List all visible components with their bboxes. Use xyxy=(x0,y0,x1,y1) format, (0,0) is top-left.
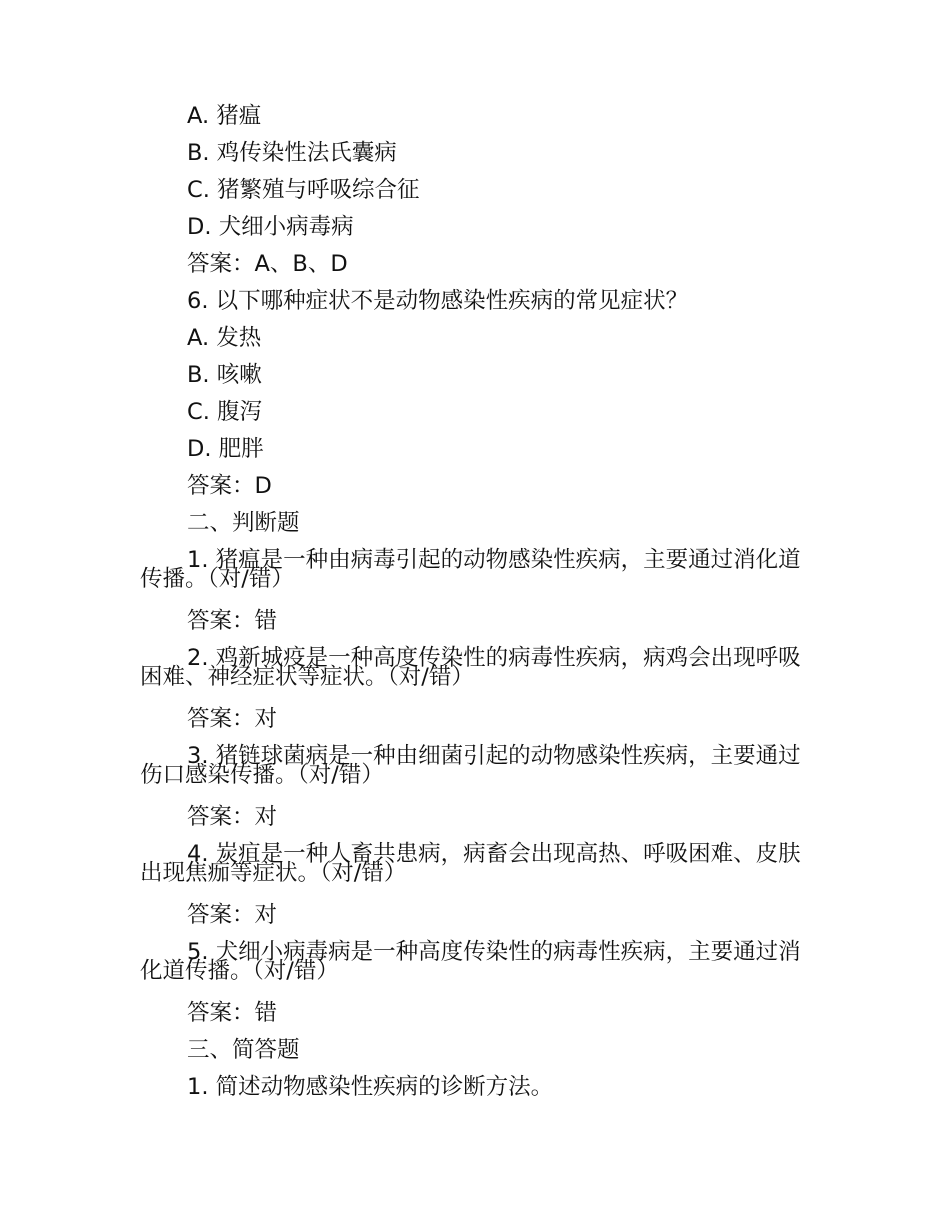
tf-answer-5: 答案：错 xyxy=(187,1000,278,1026)
section-title-true-false: 二、判断题 xyxy=(187,510,300,536)
q6-option-d: D. 肥胖 xyxy=(187,436,264,462)
tf-answer-1: 答案：错 xyxy=(187,608,278,634)
tf-answer-4: 答案：对 xyxy=(187,902,278,928)
tf-answer-2: 答案：对 xyxy=(187,706,278,732)
tf-answer-3: 答案：对 xyxy=(187,804,278,830)
q5-option-a: A. 猪瘟 xyxy=(187,103,262,129)
section-title-short-answer: 三、简答题 xyxy=(187,1037,300,1063)
q5-option-d: D. 犬细小病毒病 xyxy=(187,214,354,240)
q5-option-c: C. 猪繁殖与呼吸综合征 xyxy=(187,177,420,203)
tf-question-4: 4. 炭疽是一种人畜共患病，病畜会出现高热、呼吸困难、皮肤出现焦痂等症状。（对/错） xyxy=(140,841,801,886)
q5-answer: 答案：A、B、D xyxy=(187,251,348,277)
tf-question-3: 3. 猪链球菌病是一种由细菌引起的动物感染性疾病，主要通过伤口感染传播。（对/错） xyxy=(140,743,801,788)
q6-option-c: C. 腹泻 xyxy=(187,399,263,425)
q6-question: 6. 以下哪种症状不是动物感染性疾病的常见症状？ xyxy=(187,288,689,314)
q5-option-b: B. 鸡传染性法氏囊病 xyxy=(187,140,397,166)
tf-question-5: 5. 犬细小病毒病是一种高度传染性的病毒性疾病，主要通过消化道传播。（对/错） xyxy=(140,939,801,984)
sa-question-1: 1. 简述动物感染性疾病的诊断方法。 xyxy=(187,1074,554,1100)
tf-question-2: 2. 鸡新城疫是一种高度传染性的病毒性疾病，病鸡会出现呼吸困难、神经症状等症状。（对/错） xyxy=(140,645,801,690)
q6-option-a: A. 发热 xyxy=(187,325,262,351)
tf-question-1: 1. 猪瘟是一种由病毒引起的动物感染性疾病，主要通过消化道传播。（对/错） xyxy=(140,547,801,592)
q6-option-b: B. 咳嗽 xyxy=(187,362,262,388)
q6-answer: 答案：D xyxy=(187,473,272,499)
